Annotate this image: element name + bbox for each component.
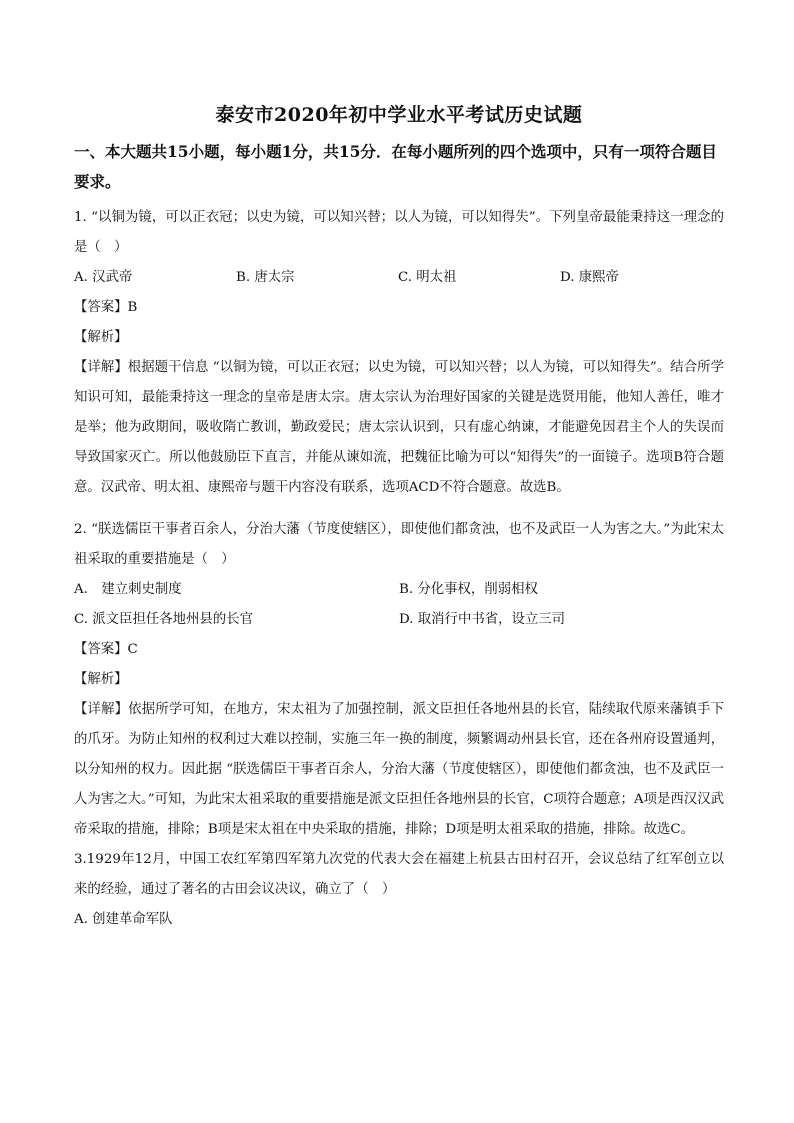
question-options [74,263,724,293]
answer-line: 【答案】B [74,300,138,315]
question-stem: 3.1929年12月，中国工农红军第四军第九次党的代表大会在福建上杭县古田村召开，会议总结了红军创立以来的经验，通过了著名的古田会议决议，确立了（ ） [74,852,724,897]
detailed-explanation: 【详解】根据题干信息 “以铜为镜，可以正衣冠；以史为镜，可以知兴替；以人为镜，可以知得失”。结合所学知识可知，最能秉持这一理念的皇帝是唐太宗。唐太宗认为治理好国家的关键是选贤用能，他知人善任，唯才是举；他为政期间，吸收隋亡教训，勤政爱民；唐太宗认识到，只有虚心纳谏，才能避免因君主个人的失误而导致国家灭亡。所以他鼓励臣下直言，并能从谏如流，把魏征比喻为可以“知得失”的一面镜子。选项B符合题意。汉武帝、明太祖、康熙帝与题干内容没有联系，选项ACD不符合题意。故选B。 [74,360,724,495]
analysis-heading: 【解析】 [74,330,128,345]
detailed-explanation: 【详解】依据所学可知，在地方，宋太祖为了加强控制，派文臣担任各地州县的长官，陆续取代原来藩镇手下的爪牙。为防止知州的权利过大难以控制，实施三年一换的制度，频繁调动州县长官，还在各州府设置通判，以分知州的权力。因此据 “朕选儒臣干事者百余人，分治大藩（节度使辖区），即使他们都贪浊，也不及武臣一人为害之大。”可知，为此宋太祖采取的重要措施是派文臣担任各地州县的长官，C项符合题意；A项是西汉汉武帝采取的措施，排除；B项是宋太祖在中央采取的措施，排除；D项是明太祖采取的措施，排除。故选C。 [74,702,724,837]
question-stem: 1. “以铜为镜，可以正衣冠；以史为镜，可以知兴替；以人为镜，可以知得失”。下列皇帝最能秉持这一理念的是（ ） [74,210,724,255]
question-options [74,575,724,605]
option-b: B. 分化事权，削弱相权 [399,582,538,597]
question-1 [74,203,724,503]
option-c: C. 明太祖 [398,270,457,285]
question-options [74,605,724,635]
answer-line: 【答案】C [74,642,138,657]
option-d: D. 康熙帝 [560,270,619,285]
exam-title: 泰安市2020年初中学业水平考试历史试题 [215,104,583,126]
question-2 [74,515,724,845]
analysis-heading: 【解析】 [74,672,128,687]
question-stem: 2. “朕选儒臣干事者百余人，分治大藩（节度使辖区），即使他们都贪浊，也不及武臣一人为害之大。”为此宋太祖采取的重要措施是（ ） [74,522,724,567]
option-c: C. 派文臣担任各地州县的长官 [74,612,253,627]
option-d: D. 取消行中书省，设立三司 [399,612,566,627]
spacer [74,503,724,515]
option-b: B. 唐太宗 [236,270,295,285]
option-a: A. 汉武帝 [74,270,133,285]
option-a: A. 创建革命军队 [74,912,173,927]
section-instructions: 一、本大题共15小题，每小题1分，共15分．在每小题所列的四个选项中，只有一项符合题目要求。 [74,142,717,191]
question-3 [74,845,724,935]
option-a: A. 建立刺史制度 [74,582,182,597]
exam-page [74,100,724,935]
